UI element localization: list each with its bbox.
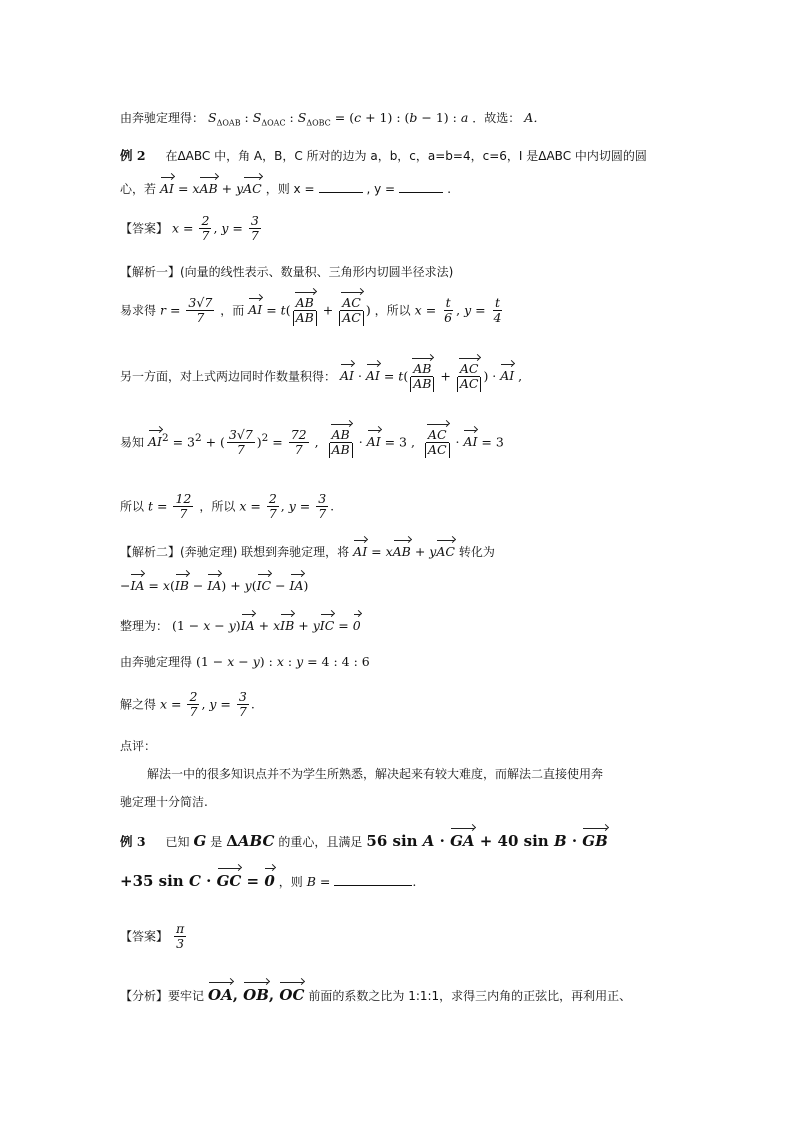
- example-2-answer: 【答案】 x = $\frac{2}{7}$ , y = $\frac{3}{7}$: [120, 213, 259, 244]
- analysis-text: 前面的系数之比为 1:1:1，求得三内角的正弦比，再利用正、: [308, 989, 632, 1003]
- sol2-tail: 转化为: [458, 545, 495, 559]
- solution-1-line-3: 易知 $AI^2 = 3^2$ + ( $\frac{3√7}{7}$ )$^2$ = $\frac{72}{7}$ , $\frac{AB}{AB}$ · AI = 3 , $\frac{AC}{AC}$ · AI = 3: [120, 427, 504, 458]
- comment-label-text: 点评：: [120, 739, 157, 753]
- solution-2-line-5: 解之得 x = $\frac{2}{7}$ , y = $\frac{3}{7}$ .: [120, 689, 255, 720]
- analysis-label: 【分析】要牢记: [120, 989, 205, 1003]
- example-2-label: 例 2: [120, 148, 146, 163]
- solution-1-label: 【解析一】(向量的线性表示、数量积、三角形内切圆半径求法): [120, 265, 454, 279]
- line1-prefix: 由奔驰定理得：: [120, 111, 205, 125]
- example-3-stem-2: +35 sin C · GC = 0 ，则 B = .: [120, 872, 417, 890]
- stem2-c: , y =: [366, 182, 396, 196]
- sol2-l3a: 整理为：: [120, 619, 169, 633]
- stem2-a: 心，若: [120, 182, 157, 196]
- sol1-l1b: ，而: [220, 303, 245, 318]
- example-3-analysis: 【分析】要牢记 OA, OB, OC 前面的系数之比为 1:1:1，求得三内角的正弦比，再利用正、: [120, 986, 632, 1004]
- comment-line-2: [120, 794, 208, 809]
- sol2-l4: 由奔驰定理得: [120, 655, 193, 669]
- ex3-stem2b: ，则: [278, 875, 303, 889]
- sol2-l5: 解之得: [120, 697, 157, 712]
- example-2-stem: [120, 148, 647, 163]
- comment-label: [120, 738, 156, 753]
- sol1-l4b: ，所以: [199, 499, 236, 514]
- ex3-answer-label: 【答案】: [120, 929, 169, 944]
- example-2-stem-text: 在ΔABC 中，角 A，B，C 所对的边为 a，b，c，a=b=4，c=6，I 是ΔABC 中内切圆的圆: [165, 149, 647, 163]
- stem2-b: ，则 x =: [265, 182, 315, 196]
- comment-text-1: 解法一中的很多知识点并不为学生所熟悉，解决起来有较大难度，而解法二直接使用奔: [147, 767, 604, 781]
- ex3-stem1b: 是: [210, 835, 223, 849]
- comment-line-1: [147, 766, 603, 781]
- example-3-answer: [120, 922, 188, 952]
- choice-answer: A．: [524, 110, 546, 125]
- ex3-stem1a: 已知: [165, 835, 190, 849]
- answer-denominator: 3: [176, 936, 185, 952]
- answer-numerator: π: [176, 921, 185, 936]
- example-3-label: 例 3: [120, 834, 146, 849]
- answer-label: 【答案】: [120, 221, 169, 236]
- sol1-l4a: 所以: [120, 499, 145, 514]
- benz-conclusion-line: 由奔驰定理得： $S_{\Delta OAB}$ : $S_{\Delta OAC}$ : $S_{\Delta OBC} = (c + 1)$ : (b − 1) : a ．故选： A．: [120, 110, 546, 128]
- solution-1-line-1: 易求得 r = $\frac{3√7}{7}$ ，而 AI = t( $\frac{AB}{AB}$ + $\frac{AC}{AC}$ ) ，所以 x = $\frac{t}{6}$ , y = $\frac{t}{4}$: [120, 295, 502, 326]
- solution-2-heading: 【解析二】(奔驰定理) 联想到奔驰定理，将 AI = xAB + yAC 转化为: [120, 544, 495, 559]
- blank-y: [399, 180, 443, 193]
- solution-2-line-3: 整理为： (1 − x − y)IA + xIB + yIC = 0: [120, 618, 361, 633]
- ex3-stem1c: 的重心，且满足: [278, 835, 363, 849]
- sol1-l1a: 易求得: [120, 303, 157, 318]
- solution-2-label: 【解析二】(奔驰定理) 联想到奔驰定理，将: [120, 545, 350, 559]
- example-3-stem: 例 3 已知 G 是 ΔABC 的重心，且满足 56 sin A · GA + 40 sin B · GB: [120, 832, 608, 850]
- blank-x: [319, 180, 363, 193]
- blank-b: [334, 873, 412, 886]
- solution-2-line-4: 由奔驰定理得 (1 − x − y) : x : y = 4 : 4 : 6: [120, 654, 370, 669]
- solution-1-line-2: 另一方面，对上式两边同时作数量积得： AI · AI = t( $\frac{AB}{AB}$ + $\frac{AC}{AC}$ ) · AI ,: [120, 361, 523, 392]
- solution-2-line-2: −IA = x(IB − IA) + y(IC − IA): [120, 578, 309, 593]
- comment-text-2: 驰定理十分简洁.: [120, 795, 208, 809]
- line1-suffix: ．故选：: [472, 111, 521, 125]
- example-2-stem-2: 心，若 AI = xAB + yAC ，则 x = , y = .: [120, 181, 452, 196]
- sol1-l1c: ，所以: [374, 303, 411, 318]
- sol1-l3a: 易知: [120, 435, 145, 450]
- solution-1-heading: [120, 264, 453, 279]
- sol1-l2: 另一方面，对上式两边同时作数量积得：: [120, 369, 337, 384]
- solution-1-line-4: 所以 t = $\frac{12}{7}$ ，所以 x = $\frac{2}{7}$ , y = $\frac{3}{7}$ .: [120, 491, 335, 522]
